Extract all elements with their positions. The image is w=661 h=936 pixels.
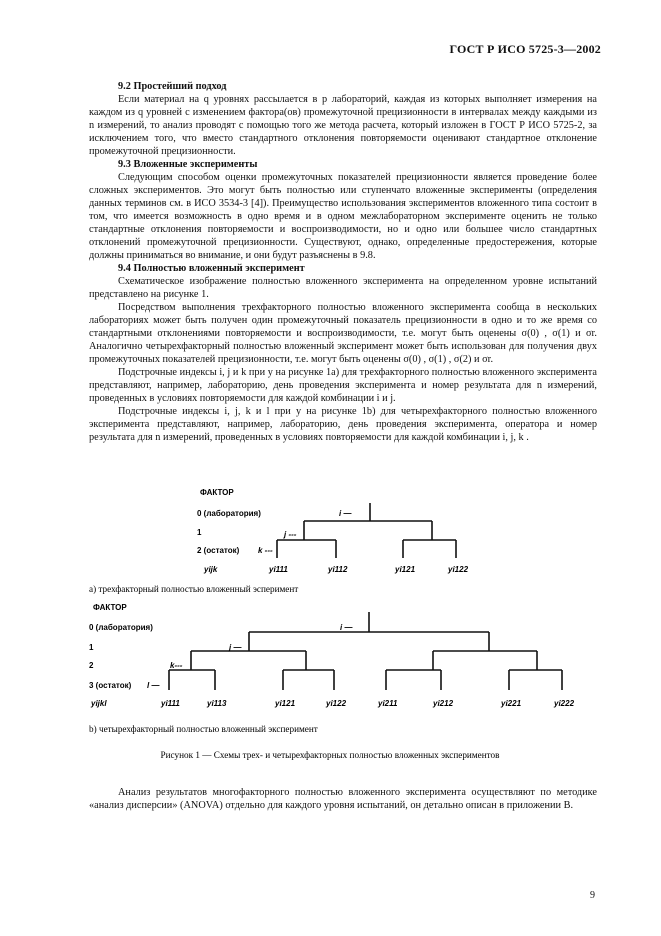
figure-a-k-marker: k --- bbox=[258, 546, 273, 555]
figure-b-leaf: yi221 bbox=[501, 699, 522, 708]
figure-a-y-label: yijk bbox=[204, 565, 218, 574]
figure-b-level-2: 2 bbox=[89, 661, 94, 670]
section-9-4-paragraph-1: Схематическое изображение полностью вложенного эксперимента на определенном уровне испытаний представлено на рисунке 1. bbox=[89, 276, 597, 300]
figure-b-leaf: yi113 bbox=[207, 699, 227, 708]
figure-a-leaf: yi111 bbox=[269, 565, 288, 574]
page-header: ГОСТ Р ИСО 5725-3—2002 bbox=[449, 42, 601, 56]
figure-b-leaf: yi212 bbox=[433, 699, 454, 708]
figure-a-tree bbox=[277, 503, 456, 558]
figure-b-tree bbox=[169, 612, 562, 690]
figure-a-i-marker: i — bbox=[339, 509, 352, 518]
figure-b-level-0: 0 (лаборатория) bbox=[89, 623, 153, 632]
page-number: 9 bbox=[590, 890, 595, 901]
figure-b-k-marker: k--- bbox=[170, 661, 183, 670]
figure-b-level-1: 1 bbox=[89, 643, 94, 652]
figure-b-i-marker: i — bbox=[340, 623, 353, 632]
section-9-2-paragraph: Если материал на q уровнях рассылается в p лабораторий, каждая из которых выполняет измерения на каждом из q уровней с изменением фактора(ов) промежуточной прецизионности в интервалах между каждыми из n измерений, то анализ проводят с помощью того же метода расчета, который изложен в ГОСТ Р ИСО 5725-2, за исключением того, что вместо стандартного отклонения повторяемости оценивают стандартное отклонение промежуточной прецизионности. bbox=[89, 94, 597, 157]
figure-b-leaf: yi122 bbox=[326, 699, 347, 708]
section-9-3-title: 9.3 Вложенные эксперименты bbox=[118, 159, 258, 170]
figure-b-factor-label: ФАКТОР bbox=[93, 603, 127, 612]
figure-1-caption: Рисунок 1 — Схемы трех- и четырехфакторных полностью вложенных экспериментов bbox=[160, 750, 500, 760]
figure-b-j-marker: j — bbox=[229, 643, 242, 652]
section-9-4-paragraph-3: Подстрочные индексы i, j и k при y на рисунке 1a) для трехфакторного полностью вложенного эксперимента представляют, например, лабораторию, день проведения эксперимента и номер результата для n измерений, проведенных в условиях повторяемости для каждой комбинации i и j. bbox=[89, 367, 597, 404]
figure-a-leaf: yi112 bbox=[328, 565, 348, 574]
figure-a-factor-label: ФАКТОР bbox=[200, 488, 234, 497]
figure-b-caption: b) четырехфакторный полностью вложенный эксперимент bbox=[89, 724, 318, 734]
figure-b-level-3: 3 (остаток) bbox=[89, 681, 132, 690]
figure-a-leaf: yi121 bbox=[395, 565, 416, 574]
figure-b-l-marker: l — bbox=[147, 681, 160, 690]
figure-a-level-2: 2 (остаток) bbox=[197, 546, 240, 555]
figure-b-leaf: yi222 bbox=[554, 699, 575, 708]
figure-b-y-label: yijkl bbox=[91, 699, 107, 708]
section-9-4-paragraph-2: Посредством выполнения трехфакторного полностью вложенного эксперимента сообща в нескольких лабораториях может быть получен один промежуточный показатель прецизионности в одно и то же время со стандартными отклонениями повторяемости и воспроизводимости, т.е. могут быть оценены σ(0) , σ(1) и σr. Аналогично четырехфакторный полностью вложенный эксперимент может быть использован для получения двух промежуточных показателей прецизионности, т.е. могут быть оценены σ(0) , σ(1) , σ(2) и σr. bbox=[89, 302, 597, 365]
figure-a-level-0: 0 (лаборатория) bbox=[197, 509, 261, 518]
section-9-2-title: 9.2 Простейший подход bbox=[118, 81, 227, 92]
figure-a-leaf: yi122 bbox=[448, 565, 469, 574]
figure-a-caption: a) трехфакторный полностью вложенный эсперимент bbox=[89, 584, 299, 594]
closing-paragraph: Анализ результатов многофакторного полностью вложенного эксперимента осуществляют по методике «анализ дисперсии» (ANOVA) отдельно для каждого уровня испытаний, он детально описан в приложении B. bbox=[89, 787, 597, 811]
section-9-4-paragraph-4: Подстрочные индексы i, j, k и l при y на рисунке 1b) для четырехфакторного полностью вложенного эксперимента представляют, например, лабораторию, день проведения эксперимента, оператора и номер результата для n измерений, проведенных в условиях повторяемости для каждой комбинации i, j, k . bbox=[89, 406, 597, 443]
figure-b-leaf: yi211 bbox=[378, 699, 398, 708]
section-9-4-title: 9.4 Полностью вложенный эксперимент bbox=[118, 263, 305, 274]
figure-a-level-1: 1 bbox=[197, 528, 202, 537]
figure-a-j-marker: j --- bbox=[284, 530, 297, 539]
figure-b-leaf: yi111 bbox=[161, 699, 180, 708]
figure-b-leaf: yi121 bbox=[275, 699, 296, 708]
section-9-3-paragraph: Следующим способом оценки промежуточных показателей прецизионности является проведение более сложных экспериментов. Это могут быть полностью или ступенчато вложенные эксперименты (определения данных терминов см. в ИСО 3534-3 [4]). Преимущество использования экспериментов вложенного типа состоит в том, что имеется возможность в одно время и в одном межлабораторном эксперименте оценить не только стандартные отклонения повторяемости и воспроизводимости, но и одно или большее число стандартных отклонений промежуточной прецизионности. Существуют, однако, определенные предостережения, которые должны приниматься во внимание, и они будут разъяснены в 9.8. bbox=[89, 172, 597, 261]
